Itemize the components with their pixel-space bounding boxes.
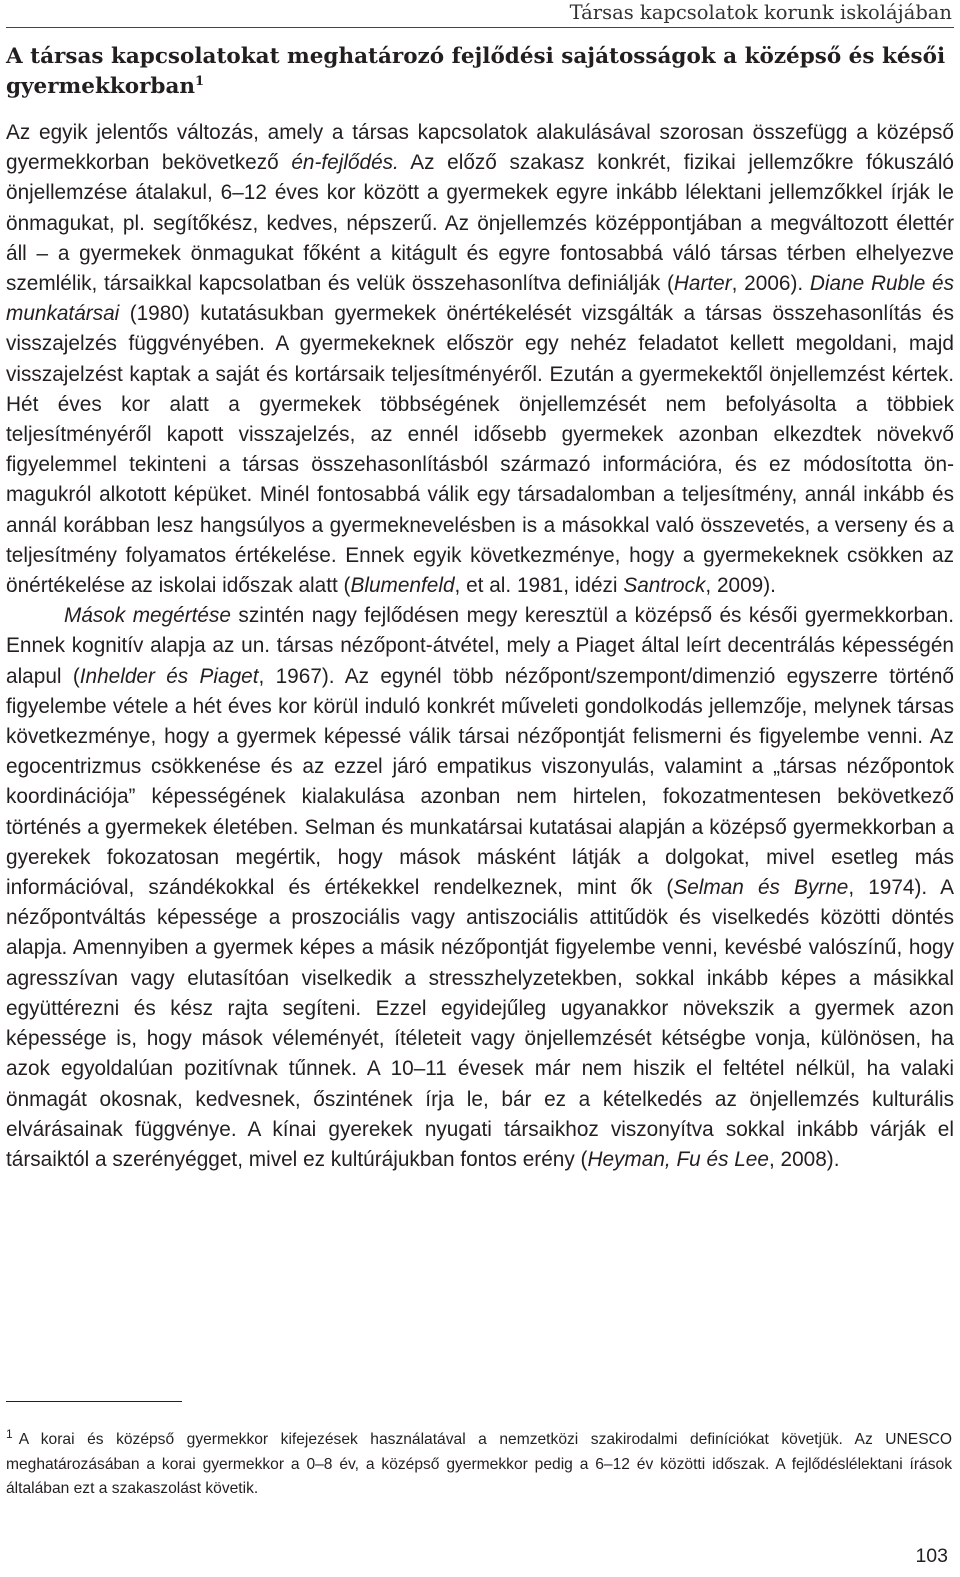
italic-text-run: Heyman, Fu és Lee xyxy=(587,1147,769,1171)
footnote-text: A korai és középső gyermekkor kifejezések használatával a nemzetközi szakirodalmi definíciókat követjük. Az UNESCO meghatározásában a korai gyermekkor a 0–8 év, a középső gyermekkor pedig a 6–12 év közötti időszak. A fejlődéslélektani írások általában ezt a szakaszolást követik. xyxy=(6,1431,952,1497)
paragraph-2 xyxy=(6,601,954,1175)
text-run: , 2009). xyxy=(705,574,776,598)
text-run: , et al. 1981, idézi xyxy=(454,574,624,598)
footnote-number: 1 xyxy=(6,1426,13,1441)
italic-text-run: Mások megértése xyxy=(64,604,231,628)
footnote-rule xyxy=(6,1401,182,1402)
italic-text-run: Santrock xyxy=(623,574,706,598)
italic-text-run: Blumenfeld xyxy=(350,574,455,598)
section-heading-text: A társas kapcsolatokat meghatározó fejlődési sajátosságok a középső és késői gyermekkorban xyxy=(6,44,946,99)
italic-text-run: Harter xyxy=(673,272,732,296)
italic-text-run: Diane Ruble és munkatársai xyxy=(6,272,954,326)
text-run: (1980) kutatásukban gyermekek önértékelését vizsgálták a társas összehasonlítás és visszajelzés függvényében. A gyermekeknek először egy nehéz feladatot kellett megoldani, majd visszajelzést kaptak a saját és kortársaik teljesítményéről. Ezután a gyermekektől önjellemzést kértek. Hét éves kor alatt a gyermekek többségének önjellemzését nem befolyásolta a többiek teljesítményéről kapott visszajelzés, az ennél idősebb gyermekek azonban elkezdtek növekvő figyelemmel tekinteni a társas összehasonlításból származó információra, és ez módosította önmagukról alkotott képüket. Minél fontosabbá válik egy társadalomban a teljesítmény, annál inkább és annál korábban lesz hangsúlyos a gyermeknevelésben is a másokkal való összevetés, a verseny és a teljesítmény folyamatos értékelése. Ennek egyik következménye, hogy a gyermekeknek csökken az önértékelése az iskolai időszak alatt ( xyxy=(6,302,954,598)
text-run: , 2006). xyxy=(731,272,810,296)
italic-text-run: Selman és Byrne xyxy=(673,876,849,900)
text-run: , 1967). Az egynél több nézőpont/szempont/dimenzió egyszerre történő figyelembe vétele a hét éves kor körül induló konkrét műveleti gondolkodás jellemzője, melynek társas következménye, hogy a gyermek képessé válik társai nézőpontját felismerni és figyelembe venni. Az egocentrizmus csökkenése és az ezzel járó empatikus viszonyulás, valamint a „társas nézőpontok koordinációja” képességének kialakulása azonban nem hirtelen, fokozatmentesen bekövetkező történés a gyermekek életében. Selman és munkatársai kutatásai alapján a középső gyermekkorban a gyerekek fokozatosan megértik, hogy mások másként látják a dolgokat, mivel esetleg más információval, szándékokkal és értékekkel rendelkeznek, mint ők ( xyxy=(6,664,954,900)
text-run: , 1974). A nézőpontváltás képessége a proszociális vagy antiszociális attitűdök és viselkedés közötti döntés alapja. Amennyiben a gyermek képes a másik nézőpontját figyelembe venni, kevésbé valószínű, hogy agresszívan vagy elutasítóan viselkedik a stresszhelyzetekben, sokkal inkább képes a másikkal együttérezni és kész rajta segíteni. Ezzel egyidejűleg ugyanakkor növekszik a gyermek azon képessége is, hogy mások véleményét, ítéleteit vagy önjellemzését kétségbe vonja, különösen, ha azok egyoldalúan pozitívnak tűnnek. A 10–11 évesek már nem hiszik el feltétel nélkül, ha valaki önmagát okosnak, kedvesnek, őszintének írja le, bár ez a kételkedés az önjellemzés kulturális elvárásainak függvénye. A kínai gyerekek nyugati társaikhoz viszonyítva sokkal inkább várják el társaiktól a szerényégget, mivel ez kultúrájukban fontos erény ( xyxy=(6,876,954,1171)
page-number: 103 xyxy=(915,1545,948,1567)
running-head: Társas kapcsolatok korunk iskolájában xyxy=(569,1,952,24)
body-text xyxy=(6,118,954,1175)
italic-text-run: Inhelder és Piaget xyxy=(79,664,259,688)
footnote xyxy=(6,1428,952,1502)
italic-text-run: én-fejlődés. xyxy=(291,151,399,175)
text-run: szintén nagy fejlődésen megy keresztül a középső és késői gyermekkorban. Ennek kognitív alapja az un. társas nézőpont-átvétel, mely a Piaget által leírt decentrálás képességén alapul ( xyxy=(6,604,954,688)
text-run: Az egyik jelentős változás, amely a társas kapcsolatok alakulásával szorosan összefügg a középső gyermekkorban bekövetkező xyxy=(6,121,954,175)
footnote-reference: 1 xyxy=(195,73,205,89)
text-run: , 2008). xyxy=(768,1147,840,1171)
paragraph-1 xyxy=(6,118,954,601)
text-run: Az előző szakasz konkrét, fizikai jellemzőkre fókuszáló önjellemzése átalakul, 6–12 éves kor között a gyermekek egyre inkább lélektani jellemzőkkel írják le önmagukat, pl. segítőkész, kedves, népszerű. Az önjellemzés középpontjában a megváltozott élettér áll – a gyermekek önmagukat főként a kitágult és egyre fontosabbá váló társas térben elhelyezve szemlélik, társaikkal kapcsolatban és velük összehasonlítva definiálják ( xyxy=(6,151,955,296)
header-rule xyxy=(6,27,954,28)
section-heading xyxy=(6,42,946,102)
